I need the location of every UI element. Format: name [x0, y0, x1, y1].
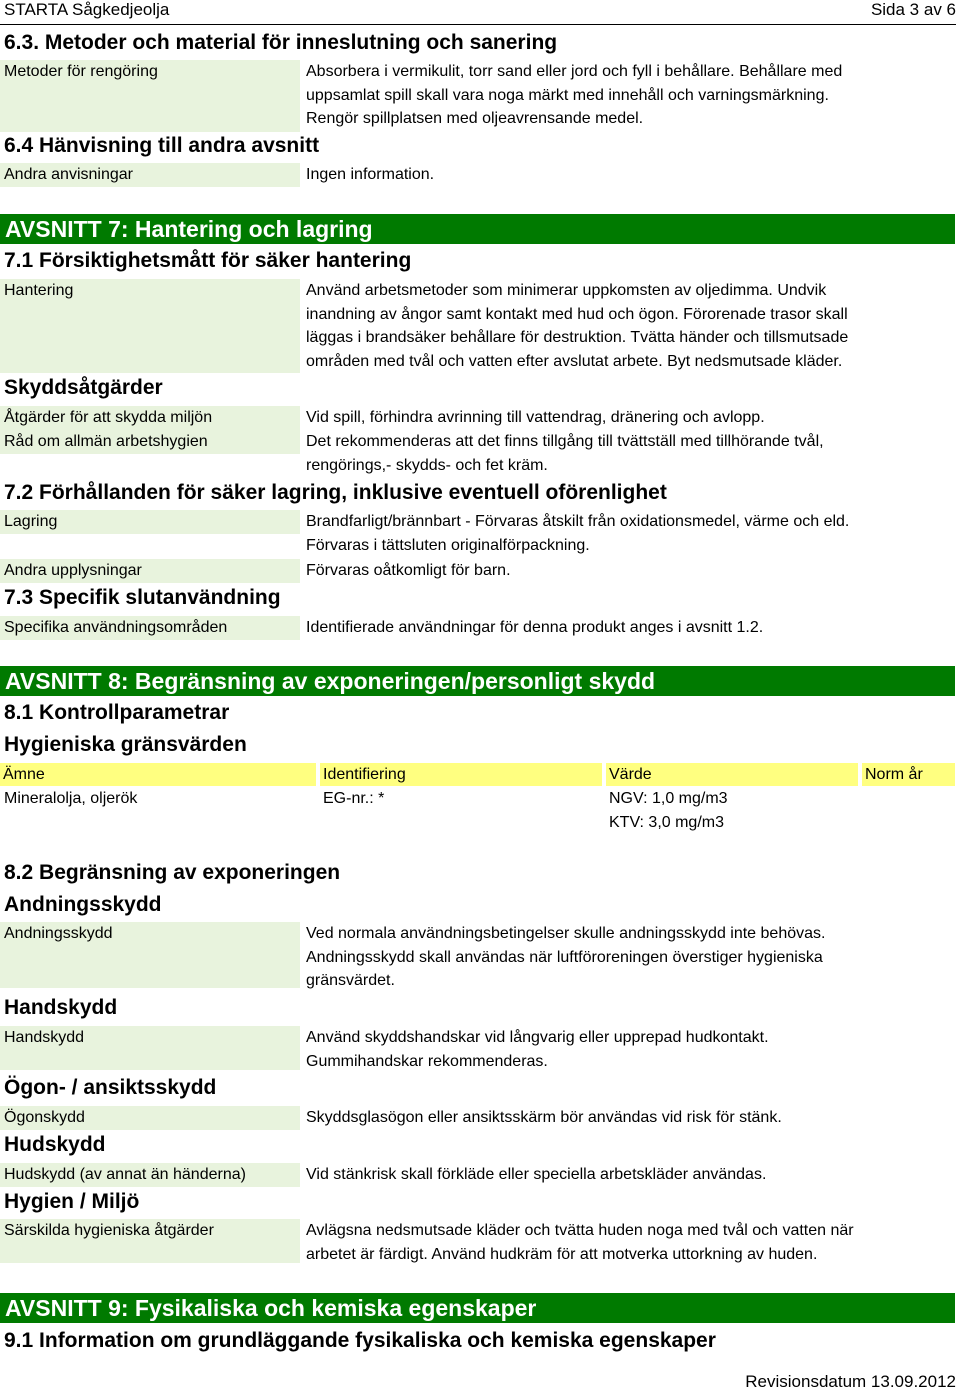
heading-hygieniska: Hygieniska gränsvärden — [4, 733, 247, 756]
value-hudskydd: Vid stänkrisk skall förkläde eller speciella arbetskläder användas. — [306, 1166, 767, 1183]
text-line: Andningsskydd skall användas när luftföroreningen överstiger hygieniska — [306, 948, 823, 966]
text-line: KTV: 3,0 mg/m3 — [609, 813, 724, 831]
value-andra-upplysningar: Förvaras oåtkomligt för barn. — [306, 562, 511, 579]
value-handskydd — [306, 1026, 769, 1073]
section-7-bar: AVSNITT 7: Hantering och lagring — [0, 214, 955, 244]
text-line: Gummihandskar rekommenderas. — [306, 1052, 548, 1070]
text-line: Använd arbetsmetoder som minimerar uppkomsten av oljedimma. Undvik — [306, 282, 827, 299]
col-header-varde: Värde — [606, 763, 858, 786]
value-rengoring — [306, 60, 842, 131]
text-line: Förvaras i tättsluten originalförpackning. — [306, 536, 590, 554]
text-line: uppsamlat spill skall vara noga märkt med innehåll och varningsmärkning. — [306, 86, 829, 104]
text-line: Använd skyddshandskar vid långvarig eller upprepad hudkontakt. — [306, 1029, 769, 1046]
label-specifika: Specifika användningsområden — [0, 616, 300, 640]
label-lagring: Lagring — [0, 510, 300, 534]
text-line: Ved normala användningsbetingelser skulle andningsskydd inte behövas. — [306, 925, 826, 942]
text-line: Absorbera i vermikulit, torr sand eller jord och fyll i behållare. Behållare med — [306, 63, 843, 80]
label-arbetshygien: Råd om allmän arbetshygien — [0, 430, 300, 454]
text-line: Rengör spillplatsen med oljeavrensande medel. — [306, 110, 644, 127]
col-header-identifiering: Identifiering — [320, 763, 602, 786]
label-rengoring: Metoder för rengöring — [0, 60, 300, 84]
heading-7-2: 7.2 Förhållanden för säker lagring, inklusive eventuell oförenlighet — [4, 481, 667, 504]
heading-7-1: 7.1 Försiktighetsmått för säker hantering — [4, 249, 412, 272]
label-hantering: Hantering — [0, 279, 300, 373]
document-title: STARTA Sågkedjeolja — [4, 0, 170, 19]
label-handskydd: Handskydd — [0, 1026, 300, 1070]
label-andningsskydd: Andningsskydd — [0, 922, 300, 988]
header-rule — [0, 24, 956, 25]
text-line: Brandfarligt/brännbart - Förvaras åtskilt från oxidationsmedel, värme och eld. — [306, 513, 850, 530]
text-line: gränsvärdet. — [306, 972, 395, 989]
label-ogonskydd: Ögonskydd — [0, 1106, 300, 1130]
heading-ogonskydd: Ögon- / ansiktsskydd — [4, 1076, 217, 1099]
text-line: Avlägsna nedsmutsade kläder och tvätta huden noga med tvål och vatten när — [306, 1222, 854, 1239]
cell-amne: Mineralolja, oljerök — [4, 790, 138, 807]
heading-7-3: 7.3 Specifik slutanvändning — [4, 586, 281, 609]
text-line: läggas i brandsäker behållare för destruktion. Tvätta händer och tillsmutsade — [306, 329, 849, 346]
cell-varde — [609, 787, 728, 834]
value-andningsskydd — [306, 922, 825, 993]
text-line: Det rekommenderas att det finns tillgång till tvättställ med tillhörande tvål, — [306, 433, 824, 450]
label-hudskydd: Hudskydd (av annat än händerna) — [0, 1163, 300, 1187]
label-sarskilda: Särskilda hygieniska åtgärder — [0, 1219, 300, 1263]
label-andra-upplysningar: Andra upplysningar — [0, 559, 300, 583]
value-lagring — [306, 510, 849, 557]
value-specifika: Identifierade användningar för denna produkt anges i avsnitt 1.2. — [306, 619, 764, 636]
heading-handskydd: Handskydd — [4, 996, 118, 1019]
label-fill — [0, 84, 300, 132]
text-line: NGV: 1,0 mg/m3 — [609, 790, 728, 807]
section-9-bar: AVSNITT 9: Fysikaliska och kemiska egenskaper — [0, 1293, 955, 1323]
col-header-amne: Ämne — [0, 763, 316, 786]
value-sarskilda — [306, 1219, 854, 1266]
text-line: områden med tvål och vatten efter avslutat arbete. Byt nedsmutsade kläder. — [306, 352, 843, 370]
heading-hygien-miljo: Hygien / Miljö — [4, 1190, 140, 1213]
text-line: inandning av ångor samt kontakt med hud och ögon. Förorenade trasor skall — [306, 305, 848, 323]
cell-identifiering: EG-nr.: * — [323, 790, 385, 807]
label-miljo: Åtgärder för att skydda miljön — [0, 406, 300, 430]
section-8-bar: AVSNITT 8: Begränsning av exponeringen/personligt skydd — [0, 666, 955, 696]
value-arbetshygien — [306, 430, 824, 477]
label-andra-anvisningar: Andra anvisningar — [0, 163, 300, 187]
value-ogonskydd: Skyddsglasögon eller ansiktsskärm bör användas vid risk för stänk. — [306, 1109, 782, 1126]
text-line: arbetet är färdigt. Använd hudkräm för att motverka uttorkning av huden. — [306, 1245, 818, 1263]
value-miljo: Vid spill, förhindra avrinning till vattendrag, dränering och avlopp. — [306, 409, 765, 426]
heading-8-1: 8.1 Kontrollparametrar — [4, 701, 230, 724]
text-line: rengörings,- skydds- och fet kräm. — [306, 456, 548, 474]
heading-andningsskydd: Andningsskydd — [4, 893, 162, 916]
heading-8-2: 8.2 Begränsning av exponeringen — [4, 861, 341, 884]
revision-date: Revisionsdatum 13.09.2012 — [745, 1372, 956, 1391]
heading-9-1: 9.1 Information om grundläggande fysikaliska och kemiska egenskaper — [4, 1329, 716, 1352]
heading-hudskydd: Hudskydd — [4, 1133, 106, 1156]
heading-skyddsatgarder: Skyddsåtgärder — [4, 376, 163, 399]
value-andra-anvisningar: Ingen information. — [306, 166, 435, 183]
value-hantering — [306, 279, 848, 373]
col-header-norm-ar: Norm år — [862, 763, 955, 786]
heading-6-3: 6.3. Metoder och material för inneslutning och sanering — [4, 31, 558, 54]
page-number: Sida 3 av 6 — [870, 0, 956, 19]
heading-6-4: 6.4 Hänvisning till andra avsnitt — [4, 134, 320, 157]
